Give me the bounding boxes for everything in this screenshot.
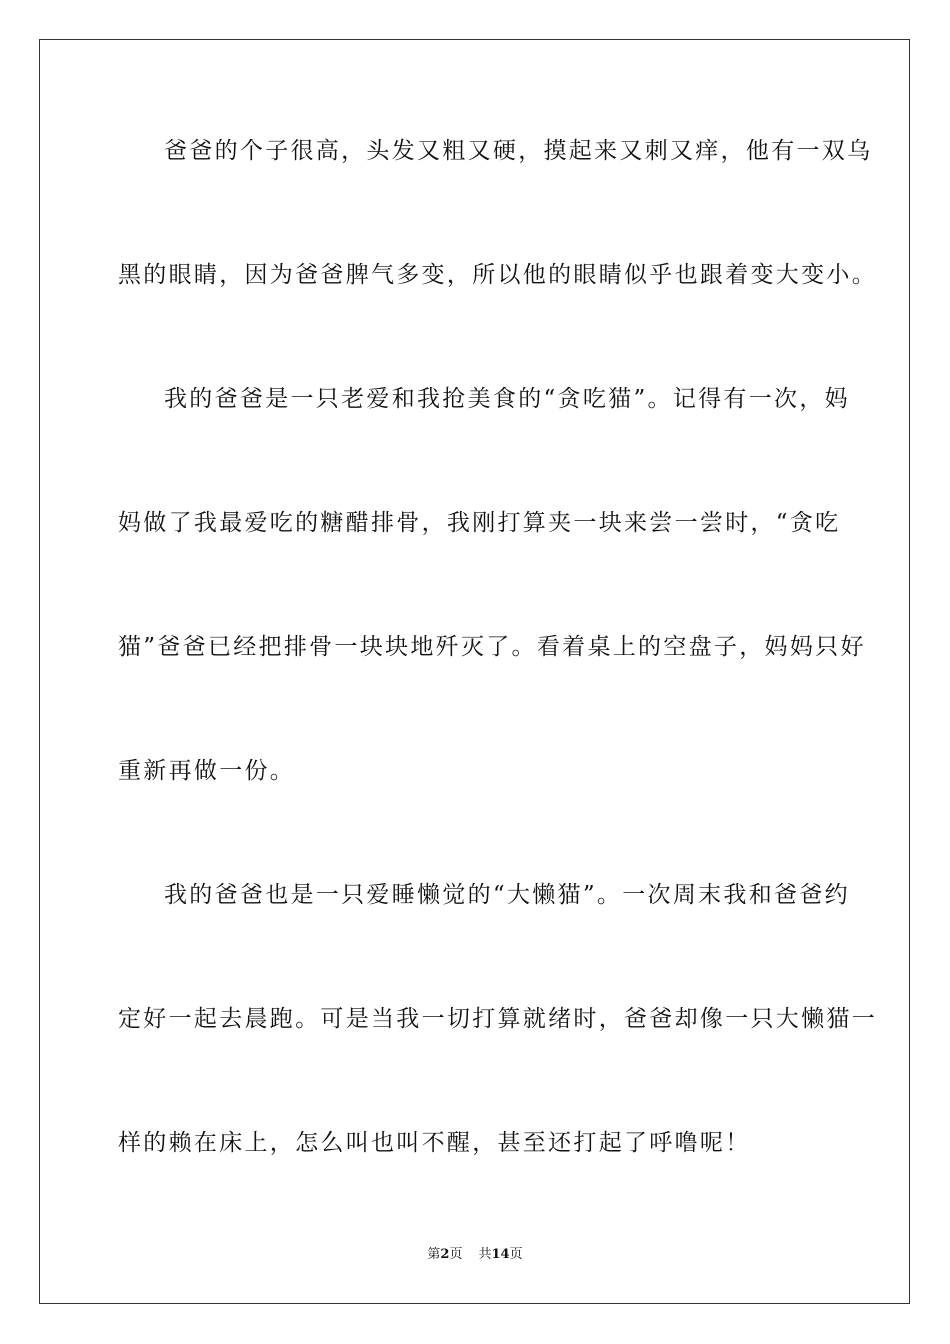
paragraph-2-line-2: 妈做了我最爱吃的糖醋排骨，我刚打算夹一块来尝一尝时，“贪吃 (118, 510, 841, 536)
paragraph-2-line-4: 重新再做一份。 (118, 758, 296, 784)
paragraph-3-line-3: 样的赖在床上，怎么叫也叫不醒，甚至还打起了呼噜呢！ (118, 1130, 751, 1156)
total-pages: 14 (491, 1247, 510, 1262)
page-footer (0, 1245, 950, 1265)
paragraph-3-line-1: 我的爸爸也是一只爱睡懒觉的“大懒猫”。一次周末我和爸爸约 (164, 882, 850, 908)
paragraph-1-line-1: 爸爸的个子很高，头发又粗又硬，摸起来又刺又痒，他有一双乌 (164, 138, 873, 164)
total-prefix: 共 (478, 1247, 492, 1262)
page-prefix: 第 (427, 1247, 441, 1262)
paragraph-1-line-2: 黑的眼睛，因为爸爸脾气多变，所以他的眼睛似乎也跟着变大变小。 (118, 262, 877, 288)
paragraph-2-line-1: 我的爸爸是一只老爱和我抢美食的“贪吃猫”。记得有一次，妈 (164, 386, 850, 412)
page-number: 2 (440, 1247, 450, 1262)
paragraph-2-line-3: 猫”爸爸已经把排骨一块块地歼灭了。看着桌上的空盘子，妈妈只好 (118, 634, 866, 660)
paragraph-3-line-2: 定好一起去晨跑。可是当我一切打算就绪时，爸爸却像一只大懒猫一 (118, 1006, 877, 1032)
page-suffix: 页 (449, 1247, 463, 1262)
total-suffix: 页 (509, 1247, 523, 1262)
